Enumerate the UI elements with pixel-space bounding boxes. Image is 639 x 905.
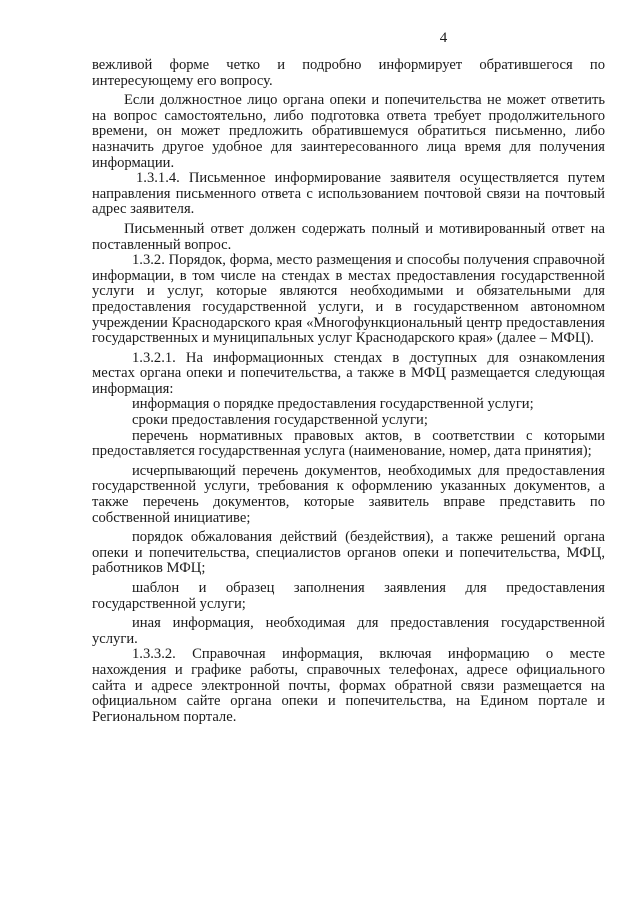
document-body: [92, 58, 605, 725]
list-item: сроки предоставления государственной услуги;: [132, 412, 428, 429]
paragraph: Если должностное лицо органа опеки и попечительства не может ответить на вопрос самостоятельно, либо подготовка ответа требует продолжительного времени, он может предложить обратившемуся обратиться письменно, либо назначить другое удобное для заинтересованного лица время для получения информации.: [92, 92, 605, 171]
paragraph: Письменный ответ должен содержать полный и мотивированный ответ на поставленный вопрос.: [92, 220, 605, 253]
paragraph: 1.3.2.1. На информационных стендах в доступных для ознакомления местах органа опеки и попечительства, а также в МФЦ размещается следующая информация:: [92, 349, 605, 397]
page-number: 4: [439, 30, 448, 46]
list-item: порядок обжалования действий (бездействия), а также решений органа опеки и попечительства, специалистов органов опеки и попечительства, МФЦ, работников МФЦ;: [92, 529, 605, 577]
list-item: иная информация, необходимая для предоставления государственной услуги.: [92, 615, 605, 647]
paragraph: вежливой форме четко и подробно информирует обратившегося по интересующему его вопросу.: [92, 57, 605, 89]
list-item: шаблон и образец заполнения заявления для предоставления государственной услуги;: [92, 580, 605, 612]
list-item: информация о порядке предоставления государственной услуги;: [132, 396, 534, 413]
paragraph: 1.3.2. Порядок, форма, место размещения и способы получения справочной информации, в том числе на стендах в местах предоставления государственной услуги и услуг, которые являются необходимыми и обязательными для предоставления государственной услуги, и в государственном автономном учреждении Краснодарского края «Многофункциональный центр предоставления государственных и муниципальных услуг Краснодарского края» (далее – МФЦ).: [92, 252, 605, 347]
list-item: перечень нормативных правовых актов, в соответствии с которыми предоставляется государственная услуга (наименование, номер, дата принятия);: [92, 427, 605, 460]
paragraph: 1.3.3.2. Справочная информация, включая информацию о месте нахождения и графике работы, справочных телефонах, адресе официального сайта и адресе электронной почты, формах обратной связи размещается на официальном сайте органа опеки и попечительства, на Едином портале и Региональном портале.: [92, 646, 605, 725]
paragraph: 1.3.1.4. Письменное информирование заявителя осуществляется путем направления письменного ответа с использованием почтовой связи на почтовый адрес заявителя.: [92, 170, 605, 218]
list-item: исчерпывающий перечень документов, необходимых для предоставления государственной услуги, требования к оформлению указанных документов, а также перечень документов, которые заявитель вправе представить по собственной инициативе;: [92, 462, 605, 526]
